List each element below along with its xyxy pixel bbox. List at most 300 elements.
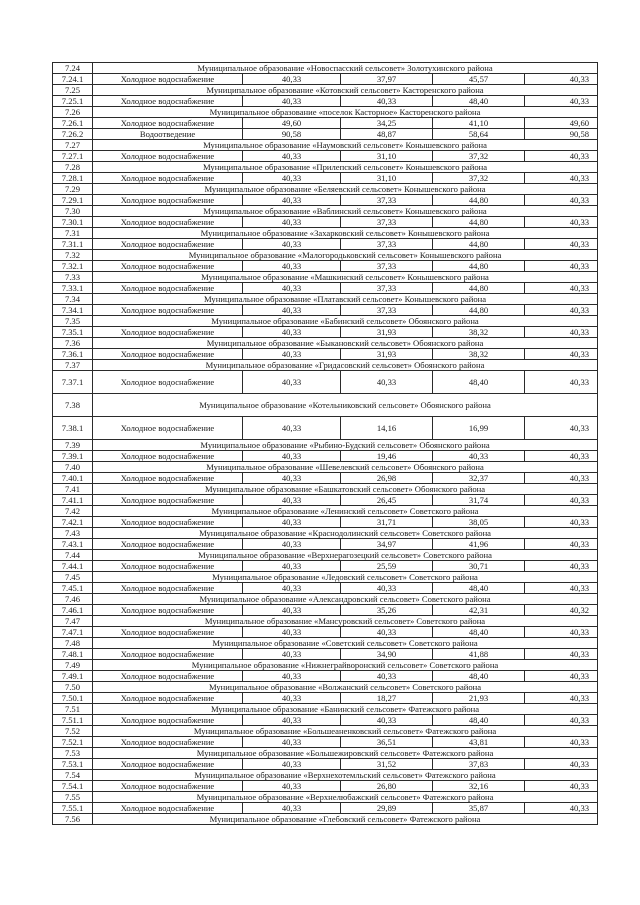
tariff-value-4: 40,32 [525, 605, 598, 616]
tariff-value-3: 44,80 [433, 239, 525, 250]
tariff-value-2: 37,97 [341, 74, 433, 85]
service-name: Холодное водоснабжение [93, 627, 243, 638]
tariff-value-4: 40,33 [525, 671, 598, 682]
row-code: 7.38 [53, 394, 93, 417]
tariff-value-1: 40,33 [243, 539, 341, 550]
municipality-name: Муниципальное образование «Башкатовский сельсовет» Обоянского района [93, 484, 598, 495]
row-code: 7.34.1 [53, 305, 93, 316]
tariff-value-3: 44,80 [433, 261, 525, 272]
tariff-value-3: 37,32 [433, 173, 525, 184]
municipality-row [53, 272, 598, 283]
service-name: Холодное водоснабжение [93, 517, 243, 528]
tariff-value-1: 40,33 [243, 671, 341, 682]
tariff-value-1: 40,33 [243, 217, 341, 228]
row-code: 7.48 [53, 638, 93, 649]
tariff-value-3: 16,99 [433, 417, 525, 440]
row-code: 7.45.1 [53, 583, 93, 594]
tariff-value-3: 48,40 [433, 671, 525, 682]
service-name: Холодное водоснабжение [93, 118, 243, 129]
municipality-name: Муниципальное образование «Александровский сельсовет» Советского района [93, 594, 598, 605]
row-code: 7.34 [53, 294, 93, 305]
municipality-row [53, 250, 598, 261]
tariff-value-1: 40,33 [243, 74, 341, 85]
tariff-value-2: 37,33 [341, 195, 433, 206]
tariff-value-1: 40,33 [243, 583, 341, 594]
tariff-value-1: 40,33 [243, 239, 341, 250]
tariff-value-3: 44,80 [433, 283, 525, 294]
tariff-value-1: 40,33 [243, 605, 341, 616]
municipality-row [53, 748, 598, 759]
service-row [53, 74, 598, 85]
tariff-value-2: 19,46 [341, 451, 433, 462]
service-row [53, 649, 598, 660]
row-code: 7.52 [53, 726, 93, 737]
row-code: 7.32 [53, 250, 93, 261]
row-code: 7.40 [53, 462, 93, 473]
tariff-value-1: 40,33 [243, 649, 341, 660]
tariff-value-4: 40,33 [525, 96, 598, 107]
municipality-row [53, 63, 598, 74]
tariff-value-2: 40,33 [341, 627, 433, 638]
tariff-value-3: 30,71 [433, 561, 525, 572]
service-row [53, 671, 598, 682]
tariff-value-2: 31,10 [341, 151, 433, 162]
tariff-value-3: 32,16 [433, 781, 525, 792]
tariff-value-4: 40,33 [525, 261, 598, 272]
municipality-row [53, 594, 598, 605]
row-code: 7.24.1 [53, 74, 93, 85]
tariff-value-4: 40,33 [525, 239, 598, 250]
tariff-value-1: 40,33 [243, 473, 341, 484]
service-row [53, 173, 598, 184]
municipality-row [53, 228, 598, 239]
row-code: 7.51 [53, 704, 93, 715]
municipality-name: Муниципальное образование «Рыбино-Будский сельсовет» Обоянского района [93, 440, 598, 451]
tariff-value-2: 40,33 [341, 671, 433, 682]
tariff-value-1: 90,58 [243, 129, 341, 140]
row-code: 7.37 [53, 360, 93, 371]
service-name: Холодное водоснабжение [93, 327, 243, 338]
tariff-value-1: 40,33 [243, 417, 341, 440]
tariff-value-2: 40,33 [341, 96, 433, 107]
service-name: Холодное водоснабжение [93, 737, 243, 748]
tariff-value-4: 40,33 [525, 583, 598, 594]
municipality-name: Муниципальное образование «Шевелевский сельсовет» Обоянского района [93, 462, 598, 473]
row-code: 7.42 [53, 506, 93, 517]
tariff-value-2: 37,33 [341, 239, 433, 250]
row-code: 7.24 [53, 63, 93, 74]
municipality-row [53, 616, 598, 627]
service-row [53, 283, 598, 294]
tariff-value-1: 40,33 [243, 173, 341, 184]
municipality-name: Муниципальное образование «Банинский сельсовет» Фатежского района [93, 704, 598, 715]
tariff-value-2: 40,33 [341, 715, 433, 726]
tariff-value-2: 29,89 [341, 803, 433, 814]
municipality-row [53, 550, 598, 561]
service-row [53, 451, 598, 462]
row-code: 7.38.1 [53, 417, 93, 440]
tariff-value-1: 40,33 [243, 627, 341, 638]
municipality-name: Муниципальное образование «Котельниковский сельсовет» Обоянского района [93, 394, 598, 417]
row-code: 7.55.1 [53, 803, 93, 814]
service-row [53, 605, 598, 616]
row-code: 7.39 [53, 440, 93, 451]
municipality-row [53, 440, 598, 451]
tariff-value-4: 40,33 [525, 305, 598, 316]
service-row [53, 349, 598, 360]
service-row [53, 583, 598, 594]
tariff-value-1: 40,33 [243, 371, 341, 394]
municipality-name: Муниципальное образование «Верхнерагозецкий сельсовет» Советского района [93, 550, 598, 561]
tariff-value-2: 26,98 [341, 473, 433, 484]
municipality-name: Муниципальное образование «Гридасовский сельсовет» Обоянского района [93, 360, 598, 371]
tariff-value-4: 40,33 [525, 195, 598, 206]
tariff-value-3: 41,10 [433, 118, 525, 129]
row-code: 7.27 [53, 140, 93, 151]
tariff-value-2: 34,97 [341, 539, 433, 550]
tariff-value-4: 40,33 [525, 627, 598, 638]
row-code: 7.29 [53, 184, 93, 195]
tariff-value-2: 34,90 [341, 649, 433, 660]
tariff-value-3: 48,40 [433, 627, 525, 638]
row-code: 7.29.1 [53, 195, 93, 206]
service-name: Водоотведение [93, 129, 243, 140]
municipality-row [53, 316, 598, 327]
municipality-row [53, 528, 598, 539]
row-code: 7.36.1 [53, 349, 93, 360]
tariff-value-1: 40,33 [243, 759, 341, 770]
tariff-value-1: 40,33 [243, 349, 341, 360]
municipality-name: Муниципальное образование «Мансуровский сельсовет» Советского района [93, 616, 598, 627]
municipality-name: Муниципальное образование «Большеаненковский сельсовет» Фатежского района [93, 726, 598, 737]
municipality-row [53, 184, 598, 195]
row-code: 7.31.1 [53, 239, 93, 250]
service-row [53, 759, 598, 770]
municipality-row [53, 162, 598, 173]
tariff-value-2: 26,45 [341, 495, 433, 506]
service-name: Холодное водоснабжение [93, 96, 243, 107]
tariff-value-3: 48,40 [433, 583, 525, 594]
tariff-value-4: 40,33 [525, 327, 598, 338]
municipality-name: Муниципальное образование «поселок Касторное» Касторенского района [93, 107, 598, 118]
service-row [53, 118, 598, 129]
municipality-row [53, 360, 598, 371]
service-name: Холодное водоснабжение [93, 283, 243, 294]
municipality-name: Муниципальное образование «Ленинский сельсовет» Советского района [93, 506, 598, 517]
tariff-value-3: 38,32 [433, 327, 525, 338]
service-name: Холодное водоснабжение [93, 781, 243, 792]
row-code: 7.31 [53, 228, 93, 239]
tariff-value-4: 90,58 [525, 129, 598, 140]
row-code: 7.40.1 [53, 473, 93, 484]
tariff-value-4: 40,33 [525, 539, 598, 550]
tariff-value-1: 49,60 [243, 118, 341, 129]
tariff-value-4: 40,33 [525, 151, 598, 162]
service-name: Холодное водоснабжение [93, 305, 243, 316]
row-code: 7.43.1 [53, 539, 93, 550]
row-code: 7.48.1 [53, 649, 93, 660]
row-code: 7.55 [53, 792, 93, 803]
service-row [53, 627, 598, 638]
row-code: 7.42.1 [53, 517, 93, 528]
service-row [53, 561, 598, 572]
tariff-value-1: 40,33 [243, 327, 341, 338]
tariff-value-1: 40,33 [243, 151, 341, 162]
row-code: 7.28.1 [53, 173, 93, 184]
tariff-value-2: 40,33 [341, 371, 433, 394]
service-row [53, 803, 598, 814]
row-code: 7.28 [53, 162, 93, 173]
service-name: Холодное водоснабжение [93, 715, 243, 726]
row-code: 7.25 [53, 85, 93, 96]
service-row [53, 305, 598, 316]
service-name: Холодное водоснабжение [93, 561, 243, 572]
row-code: 7.39.1 [53, 451, 93, 462]
tariff-value-3: 38,05 [433, 517, 525, 528]
municipality-row [53, 206, 598, 217]
tariff-value-3: 38,32 [433, 349, 525, 360]
municipality-name: Муниципальное образование «Большежировский сельсовет» Фатежского района [93, 748, 598, 759]
row-code: 7.53 [53, 748, 93, 759]
service-row [53, 129, 598, 140]
service-row [53, 96, 598, 107]
row-code: 7.51.1 [53, 715, 93, 726]
tariff-value-1: 40,33 [243, 561, 341, 572]
tariff-value-3: 43,81 [433, 737, 525, 748]
service-name: Холодное водоснабжение [93, 759, 243, 770]
tariff-value-2: 31,52 [341, 759, 433, 770]
service-row [53, 693, 598, 704]
service-name: Холодное водоснабжение [93, 539, 243, 550]
tariff-value-2: 37,33 [341, 305, 433, 316]
service-name: Холодное водоснабжение [93, 605, 243, 616]
service-row [53, 539, 598, 550]
row-code: 7.46 [53, 594, 93, 605]
tariff-value-1: 40,33 [243, 283, 341, 294]
tariff-value-3: 58,64 [433, 129, 525, 140]
service-name: Холодное водоснабжение [93, 671, 243, 682]
tariff-value-4: 40,33 [525, 759, 598, 770]
tariff-value-2: 40,33 [341, 583, 433, 594]
tariff-value-3: 21,93 [433, 693, 525, 704]
tariff-value-3: 41,96 [433, 539, 525, 550]
tariff-value-2: 26,80 [341, 781, 433, 792]
tariff-value-4: 40,33 [525, 473, 598, 484]
tariff-value-3: 35,87 [433, 803, 525, 814]
tariff-value-1: 40,33 [243, 305, 341, 316]
tariff-value-3: 44,80 [433, 305, 525, 316]
municipality-row [53, 394, 598, 417]
tariff-value-4: 40,33 [525, 693, 598, 704]
row-code: 7.33.1 [53, 283, 93, 294]
tariff-value-4: 40,33 [525, 495, 598, 506]
municipality-row [53, 294, 598, 305]
municipality-name: Муниципальное образование «Прилепский сельсовет» Конышевского района [93, 162, 598, 173]
municipality-name: Муниципальное образование «Советский сельсовет» Советского района [93, 638, 598, 649]
tariff-value-1: 40,33 [243, 451, 341, 462]
tariff-value-3: 37,83 [433, 759, 525, 770]
municipality-name: Муниципальное образование «Ваблинский сельсовет» Конышевского района [93, 206, 598, 217]
municipality-row [53, 462, 598, 473]
municipality-row [53, 660, 598, 671]
tariff-value-2: 37,33 [341, 261, 433, 272]
row-code: 7.52.1 [53, 737, 93, 748]
municipality-name: Муниципальное образование «Бабинский сельсовет» Обоянского района [93, 316, 598, 327]
tariff-value-1: 40,33 [243, 495, 341, 506]
row-code: 7.41.1 [53, 495, 93, 506]
row-code: 7.27.1 [53, 151, 93, 162]
service-row [53, 417, 598, 440]
tariff-value-4: 40,33 [525, 371, 598, 394]
tariff-value-2: 34,25 [341, 118, 433, 129]
row-code: 7.41 [53, 484, 93, 495]
service-row [53, 195, 598, 206]
service-row [53, 495, 598, 506]
row-code: 7.44.1 [53, 561, 93, 572]
tariff-value-3: 32,37 [433, 473, 525, 484]
service-name: Холодное водоснабжение [93, 195, 243, 206]
tariff-value-3: 44,80 [433, 195, 525, 206]
municipality-row [53, 572, 598, 583]
tariff-table [52, 62, 598, 825]
service-name: Холодное водоснабжение [93, 261, 243, 272]
tariff-value-3: 44,80 [433, 217, 525, 228]
service-name: Холодное водоснабжение [93, 371, 243, 394]
tariff-value-4: 40,33 [525, 561, 598, 572]
tariff-value-2: 31,71 [341, 517, 433, 528]
tariff-value-3: 40,33 [433, 451, 525, 462]
row-code: 7.36 [53, 338, 93, 349]
row-code: 7.45 [53, 572, 93, 583]
tariff-value-1: 40,33 [243, 715, 341, 726]
row-code: 7.43 [53, 528, 93, 539]
row-code: 7.53.1 [53, 759, 93, 770]
row-code: 7.44 [53, 550, 93, 561]
service-name: Холодное водоснабжение [93, 495, 243, 506]
tariff-value-1: 40,33 [243, 96, 341, 107]
tariff-value-3: 48,40 [433, 371, 525, 394]
municipality-row [53, 770, 598, 781]
service-row [53, 781, 598, 792]
tariff-value-2: 25,59 [341, 561, 433, 572]
service-row [53, 371, 598, 394]
row-code: 7.25.1 [53, 96, 93, 107]
tariff-value-2: 37,33 [341, 283, 433, 294]
tariff-value-3: 48,40 [433, 715, 525, 726]
municipality-name: Муниципальное образование «Наумовский сельсовет» Конышевского района [93, 140, 598, 151]
municipality-name: Муниципальное образование «Беляевский сельсовет» Конышевского района [93, 184, 598, 195]
row-code: 7.49 [53, 660, 93, 671]
tariff-value-1: 40,33 [243, 195, 341, 206]
service-row [53, 715, 598, 726]
tariff-value-3: 41,88 [433, 649, 525, 660]
tariff-value-4: 40,33 [525, 451, 598, 462]
service-row [53, 737, 598, 748]
tariff-value-4: 40,33 [525, 417, 598, 440]
row-code: 7.32.1 [53, 261, 93, 272]
municipality-row [53, 107, 598, 118]
municipality-row [53, 338, 598, 349]
tariff-value-1: 40,33 [243, 737, 341, 748]
tariff-value-4: 40,33 [525, 517, 598, 528]
service-row [53, 239, 598, 250]
municipality-name: Муниципальное образование «Ледовский сельсовет» Советского района [93, 572, 598, 583]
row-code: 7.54 [53, 770, 93, 781]
tariff-value-3: 37,32 [433, 151, 525, 162]
municipality-row [53, 140, 598, 151]
service-name: Холодное водоснабжение [93, 803, 243, 814]
tariff-table-body [53, 63, 598, 825]
service-name: Холодное водоснабжение [93, 151, 243, 162]
row-code: 7.26.1 [53, 118, 93, 129]
tariff-value-4: 40,33 [525, 649, 598, 660]
row-code: 7.50.1 [53, 693, 93, 704]
tariff-value-1: 40,33 [243, 803, 341, 814]
service-row [53, 217, 598, 228]
municipality-name: Муниципальное образование «Верхнелюбажский сельсовет» Фатежского района [93, 792, 598, 803]
municipality-row [53, 792, 598, 803]
municipality-name: Муниципальное образование «Глебовский сельсовет» Фатежского района [93, 814, 598, 825]
tariff-value-4: 40,33 [525, 74, 598, 85]
document-page [52, 62, 597, 825]
service-name: Холодное водоснабжение [93, 693, 243, 704]
tariff-value-2: 35,26 [341, 605, 433, 616]
tariff-value-4: 40,33 [525, 715, 598, 726]
municipality-row [53, 484, 598, 495]
row-code: 7.30.1 [53, 217, 93, 228]
municipality-name: Муниципальное образование «Верхнехотемльский сельсовет» Фатежского района [93, 770, 598, 781]
tariff-value-4: 40,33 [525, 217, 598, 228]
tariff-value-2: 48,87 [341, 129, 433, 140]
row-code: 7.50 [53, 682, 93, 693]
tariff-value-1: 40,33 [243, 517, 341, 528]
municipality-row [53, 682, 598, 693]
municipality-name: Муниципальное образование «Новоспасский сельсовет» Золотухинского района [93, 63, 598, 74]
tariff-value-2: 36,51 [341, 737, 433, 748]
tariff-value-2: 14,16 [341, 417, 433, 440]
tariff-value-4: 49,60 [525, 118, 598, 129]
tariff-value-3: 45,57 [433, 74, 525, 85]
service-name: Холодное водоснабжение [93, 173, 243, 184]
municipality-name: Муниципальное образование «Захарковский сельсовет» Конышевского района [93, 228, 598, 239]
tariff-value-2: 31,93 [341, 349, 433, 360]
service-name: Холодное водоснабжение [93, 417, 243, 440]
municipality-row [53, 814, 598, 825]
row-code: 7.46.1 [53, 605, 93, 616]
tariff-value-2: 31,10 [341, 173, 433, 184]
service-name: Холодное водоснабжение [93, 473, 243, 484]
tariff-value-4: 40,33 [525, 173, 598, 184]
tariff-value-2: 37,33 [341, 217, 433, 228]
tariff-value-1: 40,33 [243, 261, 341, 272]
municipality-name: Муниципальное образование «Волжанский сельсовет» Советского района [93, 682, 598, 693]
tariff-value-3: 42,31 [433, 605, 525, 616]
row-code: 7.26.2 [53, 129, 93, 140]
service-name: Холодное водоснабжение [93, 74, 243, 85]
service-name: Холодное водоснабжение [93, 349, 243, 360]
row-code: 7.47.1 [53, 627, 93, 638]
tariff-value-3: 31,74 [433, 495, 525, 506]
service-row [53, 517, 598, 528]
tariff-value-2: 18,27 [341, 693, 433, 704]
service-name: Холодное водоснабжение [93, 649, 243, 660]
municipality-name: Муниципальное образование «Машкинский сельсовет» Конышевского района [93, 272, 598, 283]
municipality-name: Муниципальное образование «Котовский сельсовет» Касторенского района [93, 85, 598, 96]
row-code: 7.54.1 [53, 781, 93, 792]
row-code: 7.56 [53, 814, 93, 825]
row-code: 7.35.1 [53, 327, 93, 338]
municipality-row [53, 506, 598, 517]
